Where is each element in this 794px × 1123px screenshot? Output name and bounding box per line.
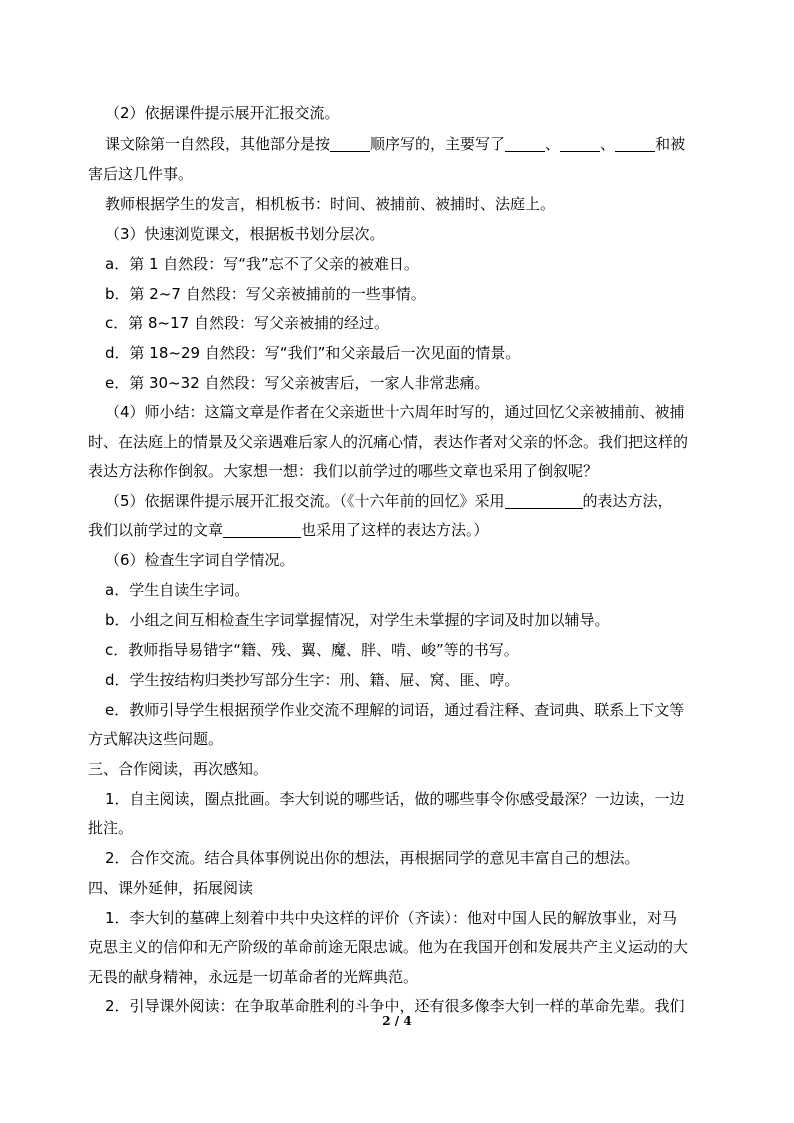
fill-in-blank [223, 522, 301, 538]
fill-in-blank [505, 136, 545, 152]
text-line: 四、课外延伸，拓展阅读 [88, 879, 254, 897]
text-segment: （5）依据课件提示展开汇报交流。（《十六年前的回忆》采用 [105, 492, 505, 510]
fill-in-blank [330, 136, 370, 152]
text-line: （2）依据课件提示展开汇报交流。 [105, 104, 340, 122]
fill-in-blank [615, 136, 655, 152]
text-line: （3）快速浏览课文，根据板书划分层次。 [105, 225, 385, 243]
fill-in-blank [505, 493, 583, 509]
text-line: （4）师小结：这篇文章是作者在父亲逝世十六周年时写的，通过回忆父亲被捕前、被捕 [105, 403, 685, 421]
text-line: e．第 30~32 自然段：写父亲被害后，一家人非常悲痛。 [105, 374, 490, 392]
text-line [105, 491, 673, 511]
text-line: 方式解决这些问题。 [88, 730, 224, 748]
text-line [88, 520, 489, 540]
text-line: 时、在法庭上的情景及父亲遇难后家人的沉痛心情，表达作者对父亲的怀念。我们把这样的 [88, 433, 689, 451]
text-line: e．教师引导学生根据预学作业交流不理解的词语，通过看注释、查词典、联系上下文等 [105, 701, 685, 719]
text-line [105, 134, 685, 154]
text-line: （6）检查生字词自学情况。 [105, 551, 295, 569]
text-line: a．第 1 自然段：写“我”忘不了父亲的被难日。 [105, 255, 419, 273]
text-line: 无畏的献身精神，永远是一切革命者的光辉典范。 [88, 968, 419, 986]
text-line: 表达方法称作倒叙。大家想一想：我们以前学过的哪些文章也采用了倒叙呢？ [88, 462, 599, 480]
text-line: 1．自主阅读，圈点批画。李大钊说的哪些话，做的哪些事令你感受最深？一边读，一边 [105, 790, 685, 808]
text-line: 批注。 [88, 819, 134, 837]
fill-in-blank [560, 136, 600, 152]
text-line: 害后这几件事。 [88, 165, 194, 183]
text-line: 2．合作交流。结合具体事例说出你的想法，再根据同学的意见丰富自己的想法。 [105, 849, 640, 867]
text-line: b．小组之间互相检查生字词掌握情况，对学生未掌握的字词及时加以辅导。 [105, 611, 610, 629]
text-segment: 和被 [655, 135, 686, 153]
page-number: 2 / 4 [382, 1014, 412, 1028]
text-segment: 课文除第一自然段，其他部分是按 [105, 135, 331, 153]
text-line: a．学生自读生字词。 [105, 581, 250, 599]
text-segment: 、 [545, 135, 561, 153]
text-segment: 也采用了这样的表达方法。） [301, 521, 489, 539]
text-line: 克思主义的信仰和无产阶级的革命前途无限忠诚。他为在我国开创和发展共产主义运动的大 [88, 938, 689, 956]
text-line: 1．李大钊的墓碑上刻着中共中央这样的评价（齐读）：他对中国人民的解放事业，对马 [105, 909, 678, 927]
text-line: 教师根据学生的发言，相机板书：时间、被捕前、被捕时、法庭上。 [105, 195, 556, 213]
text-segment: 的表达方法， [582, 492, 673, 510]
text-line: 三、合作阅读，再次感知。 [88, 760, 269, 778]
text-segment: 、 [600, 135, 616, 153]
text-line: c．教师指导易错字“籍、残、翼、魔、胖、啃、峻”等的书写。 [105, 641, 519, 659]
text-line: d．第 18~29 自然段：写“我们”和父亲最后一次见面的情景。 [105, 344, 521, 362]
text-line: b．第 2~7 自然段：写父亲被捕前的一些事情。 [105, 285, 426, 303]
text-line: d．学生按结构归类抄写部分生字：刑、籍、屉、窝、匪、哼。 [105, 671, 520, 689]
text-line: c．第 8~17 自然段：写父亲被捕的经过。 [105, 314, 389, 332]
text-line: 2．引导课外阅读：在争取革命胜利的斗争中，还有很多像李大钊一样的革命先辈。我们 [105, 997, 685, 1015]
text-segment: 顺序写的，主要写了 [370, 135, 506, 153]
text-segment: 我们以前学过的文章 [88, 521, 224, 539]
